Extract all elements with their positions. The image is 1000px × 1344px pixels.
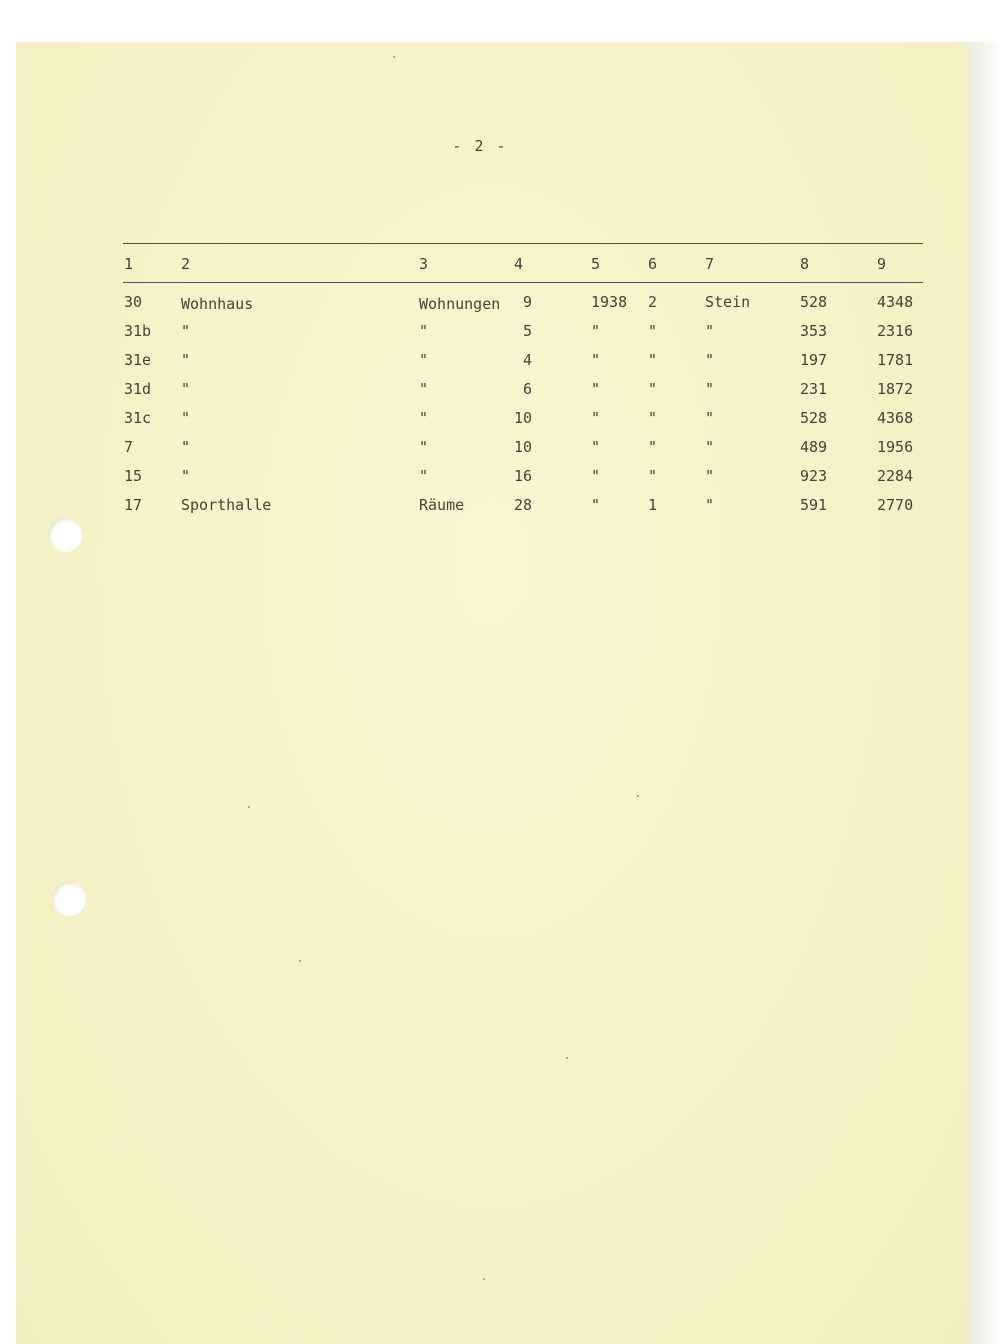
cell-year: " [591,496,601,514]
table-header-rule [123,282,923,283]
cell-volume: 4348 [877,293,914,311]
cell-building: " [181,438,191,456]
cell-area: 528 [800,409,828,427]
cell-unit-type: " [419,438,429,456]
paper-sheet [16,42,967,1344]
cell-unit-type: " [419,380,429,398]
cell-unit-type: Räume [419,496,465,514]
paper-edge-shadow [967,42,1000,1344]
cell-count: 9 [522,293,532,311]
cell-building: " [181,351,191,369]
cell-material: " [705,496,715,514]
cell-count: 5 [522,322,532,340]
cell-nr: 31c [124,409,152,427]
cell-building: Wohnhaus [181,295,254,313]
cell-material: Stein [705,293,751,311]
cell-volume: 1956 [877,438,914,456]
header-col-6: 6 [648,255,658,273]
paper-speck [248,806,250,808]
cell-material: " [705,322,715,340]
paper-speck [299,960,301,962]
cell-material: " [705,467,715,485]
cell-year: " [591,351,601,369]
paper-speck [566,1057,568,1059]
cell-count: 16 [513,467,532,485]
cell-count: 10 [513,409,532,427]
header-col-2: 2 [181,255,191,273]
cell-floors: 2 [648,293,658,311]
cell-nr: 15 [124,467,143,485]
cell-nr: 31e [124,351,152,369]
cell-floors: 1 [648,496,658,514]
cell-year: " [591,380,601,398]
cell-material: " [705,380,715,398]
cell-nr: 7 [124,438,134,456]
cell-volume: 2316 [877,322,914,340]
cell-year: 1938 [591,293,628,311]
cell-nr: 17 [124,496,143,514]
cell-unit-type: " [419,409,429,427]
header-col-7: 7 [705,255,715,273]
cell-building: " [181,409,191,427]
header-col-8: 8 [800,255,810,273]
cell-building: " [181,467,191,485]
cell-area: 591 [800,496,828,514]
cell-area: 353 [800,322,828,340]
cell-nr: 31b [124,322,152,340]
cell-count: 4 [522,351,532,369]
cell-nr: 31d [124,380,152,398]
header-col-3: 3 [419,255,429,273]
cell-area: 197 [800,351,828,369]
cell-volume: 4368 [877,409,914,427]
cell-year: " [591,438,601,456]
header-col-9: 9 [877,255,887,273]
cell-floors: " [648,322,658,340]
cell-volume: 2284 [877,467,914,485]
header-col-1: 1 [124,255,134,273]
cell-year: " [591,322,601,340]
punch-hole-top [48,518,82,552]
header-col-5: 5 [591,255,601,273]
cell-unit-type: " [419,351,429,369]
cell-count: 28 [513,496,532,514]
cell-year: " [591,409,601,427]
cell-unit-type: Wohnungen [419,295,501,313]
paper-speck [483,1278,485,1280]
table-top-rule [123,243,923,244]
cell-area: 489 [800,438,828,456]
cell-floors: " [648,351,658,369]
cell-count: 10 [513,438,532,456]
cell-floors: " [648,409,658,427]
cell-nr: 30 [124,293,143,311]
cell-volume: 2770 [877,496,914,514]
paper-speck [637,795,639,797]
page-number: - 2 - [452,137,508,155]
cell-area: 923 [800,467,828,485]
punch-hole-bottom [52,882,86,916]
header-col-4: 4 [514,255,524,273]
cell-year: " [591,467,601,485]
cell-area: 231 [800,380,828,398]
cell-unit-type: " [419,467,429,485]
paper-speck [393,56,395,58]
cell-unit-type: " [419,322,429,340]
cell-material: " [705,438,715,456]
cell-floors: " [648,438,658,456]
cell-floors: " [648,467,658,485]
cell-material: " [705,351,715,369]
cell-building: Sporthalle [181,496,272,514]
cell-building: " [181,322,191,340]
cell-area: 528 [800,293,828,311]
cell-count: 6 [522,380,532,398]
cell-volume: 1872 [877,380,914,398]
cell-building: " [181,380,191,398]
cell-floors: " [648,380,658,398]
cell-volume: 1781 [877,351,914,369]
cell-material: " [705,409,715,427]
